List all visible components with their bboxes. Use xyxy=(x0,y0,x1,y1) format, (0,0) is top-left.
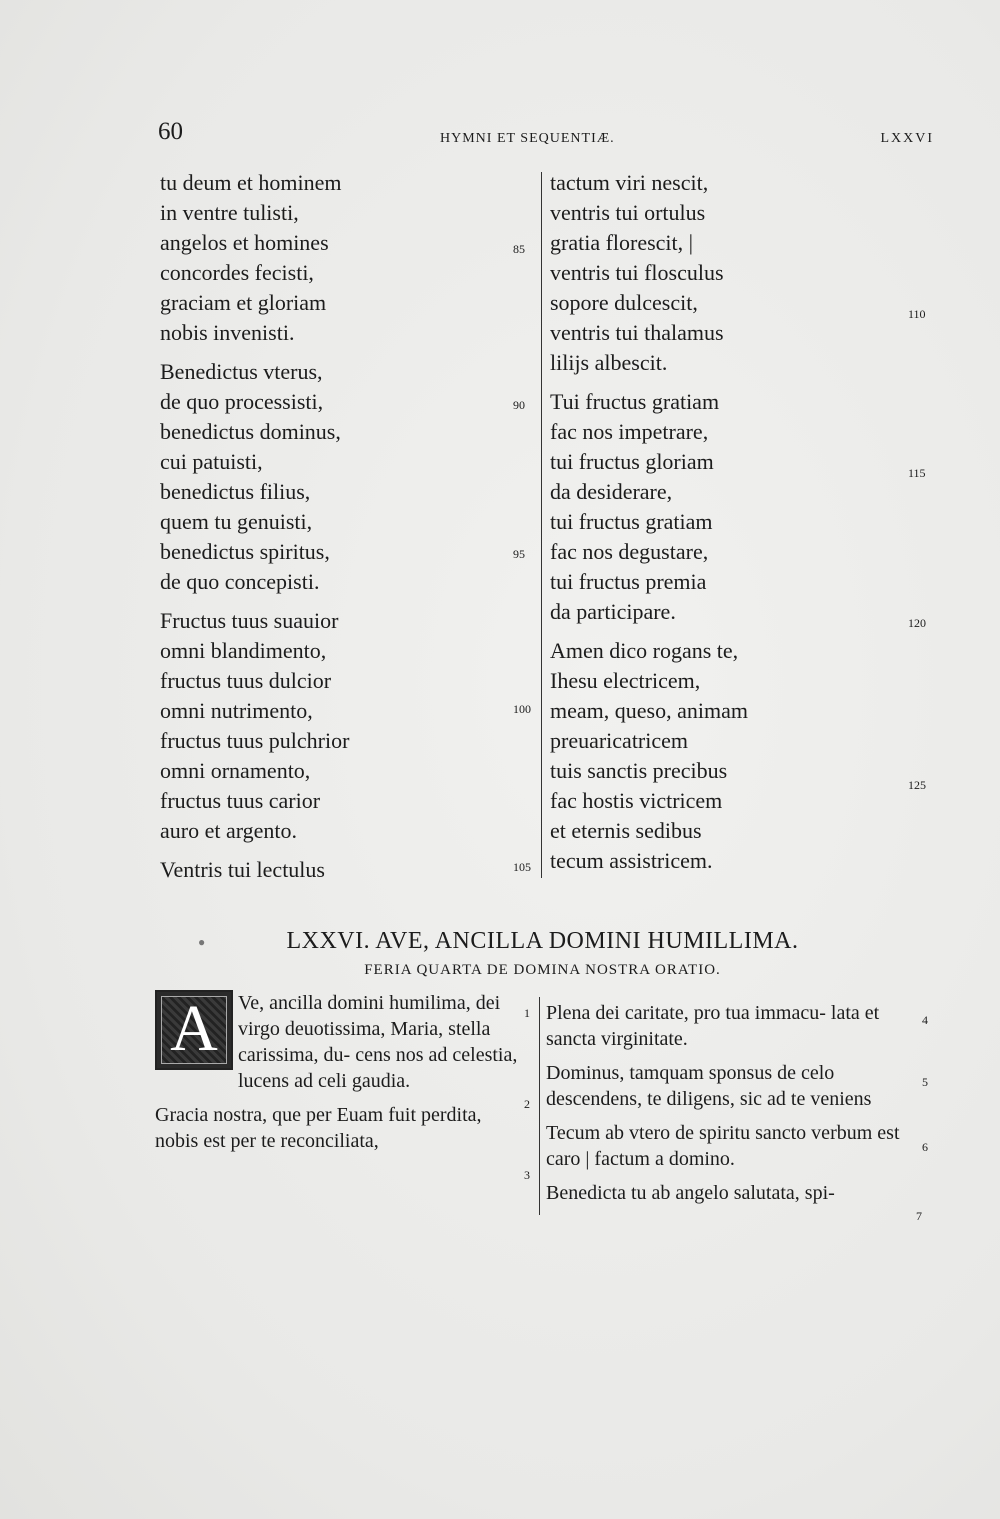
line-number: 120 xyxy=(908,616,926,630)
verse-line: fructus tuus pulchrior xyxy=(160,728,350,753)
paragraph-number: 7 xyxy=(916,1209,922,1223)
verse-line: benedictus filius, xyxy=(160,479,311,504)
verse-line: da desiderare, xyxy=(550,479,673,504)
column-rule xyxy=(539,997,540,1215)
verse-line: auro et argento. xyxy=(160,818,298,843)
column-rule xyxy=(541,172,542,878)
verse-line: fructus tuus carior xyxy=(160,788,321,813)
paragraph: Gracia nostra, que per Euam fuit perdita, nobis est per te reconciliata, xyxy=(155,1104,482,1152)
paragraph-number: 1 xyxy=(524,1006,530,1020)
verse-line: meam, queso, animam xyxy=(550,698,748,723)
paragraph: Dominus, tamquam sponsus de celo descendens, te diligens, sic ad te veniens xyxy=(546,1062,872,1110)
paragraph-number: 5 xyxy=(922,1075,928,1089)
verse-line: cui patuisti, xyxy=(160,449,263,474)
verse-line: ventris tui flosculus xyxy=(550,260,724,285)
verse-line: de quo concepisti. xyxy=(160,569,320,594)
verse-line: in ventre tulisti, xyxy=(160,200,299,225)
stanza-gap xyxy=(550,378,790,387)
verse-line: tu deum et hominem xyxy=(160,170,342,195)
verse-line: fac nos impetrare, xyxy=(550,419,709,444)
line-number: 90 xyxy=(513,398,525,412)
verse-line: Benedictus vterus, xyxy=(160,359,323,384)
stanza-gap xyxy=(160,597,540,606)
verse-line: fructus tuus dulcior xyxy=(160,668,332,693)
running-header xyxy=(158,118,938,148)
stanza-gap xyxy=(160,348,540,357)
verse-line: tecum assistricem. xyxy=(550,848,713,873)
paragraph xyxy=(155,990,521,1094)
line-number: 100 xyxy=(513,702,531,716)
verse-line: graciam et gloriam xyxy=(160,290,327,315)
running-title: HYMNI ET SEQUENTIÆ. xyxy=(440,131,615,146)
verse-line: de quo processisti, xyxy=(160,389,324,414)
paragraph: Tecum ab vtero de spiritu sancto verbum est caro | factum a domino. xyxy=(546,1122,900,1170)
verse-line: da participare. xyxy=(550,599,676,624)
verse-line: lilijs albescit. xyxy=(550,350,668,375)
verse-line: ventris tui ortulus xyxy=(550,200,706,225)
verse-line: benedictus dominus, xyxy=(160,419,341,444)
paragraph-text: Ve, ancilla domini humilima, dei virgo deuotissima, Maria, stella carissima, du- cens nos ad celestia, lucens ad celi gaudia. xyxy=(238,992,518,1092)
verse-line: angelos et homines xyxy=(160,230,329,255)
verse-line: gratia florescit, | xyxy=(550,230,694,255)
verse-line: sopore dulcescit, xyxy=(550,290,698,315)
verse-line: quem tu genuisti, xyxy=(160,509,313,534)
section-title: LXXVI. AVE, ANCILLA DOMINI HUMILLIMA. xyxy=(286,928,799,954)
paragraph: Benedicta tu ab angelo salutata, spi- xyxy=(546,1182,835,1204)
verse-line: tui fructus gratiam xyxy=(550,509,713,534)
bullet-mark: ● xyxy=(198,935,206,949)
paragraph-number: 2 xyxy=(524,1097,530,1111)
paragraph-number: 6 xyxy=(922,1140,928,1154)
verse-line: Fructus tuus suauior xyxy=(160,608,339,633)
verse-line: et eternis sedibus xyxy=(550,818,702,843)
line-number: 110 xyxy=(908,307,926,321)
verse-line: fac hostis victricem xyxy=(550,788,723,813)
line-number: 115 xyxy=(908,466,926,480)
line-number: 95 xyxy=(513,547,525,561)
section-number: LXXVI xyxy=(880,131,934,146)
verse-line: Ventris tui lectulus xyxy=(160,857,325,882)
verse-line: nobis invenisti. xyxy=(160,320,295,345)
verse-line: ventris tui thalamus xyxy=(550,320,724,345)
verse-line: concordes fecisti, xyxy=(160,260,314,285)
prose-right-column xyxy=(546,1000,931,1214)
paragraph-number: 4 xyxy=(922,1013,928,1027)
line-number: 125 xyxy=(908,778,926,792)
initial-letter: A xyxy=(170,992,218,1065)
verse-line: tui fructus premia xyxy=(550,569,707,594)
prose-left-column xyxy=(155,990,521,1162)
verse-line: Amen dico rogans te, xyxy=(550,638,739,663)
right-verse-column xyxy=(550,168,790,876)
verse-line: Ihesu electricem, xyxy=(550,668,701,693)
stanza-gap xyxy=(550,627,790,636)
verse-line: benedictus spiritus, xyxy=(160,539,330,564)
verse-line: tuis sanctis precibus xyxy=(550,758,728,783)
verse-line: omni nutrimento, xyxy=(160,698,313,723)
left-verse-column xyxy=(160,168,540,885)
stanza-gap xyxy=(160,846,540,855)
verse-line: omni ornamento, xyxy=(160,758,311,783)
verse-line: fac nos degustare, xyxy=(550,539,709,564)
page-number: 60 xyxy=(158,118,183,145)
verse-line: tui fructus gloriam xyxy=(550,449,714,474)
decorated-initial xyxy=(155,990,233,1070)
paragraph-number: 3 xyxy=(524,1168,530,1182)
verse-line: Tui fructus gratiam xyxy=(550,389,720,414)
line-number: 105 xyxy=(513,860,531,874)
verse-line: tactum viri nescit, xyxy=(550,170,709,195)
paragraph: Plena dei caritate, pro tua immacu- lata et sancta virginitate. xyxy=(546,1002,880,1050)
line-number: 85 xyxy=(513,242,525,256)
verse-line: preuaricatricem xyxy=(550,728,689,753)
verse-line: omni blandimento, xyxy=(160,638,327,663)
section-subtitle: FERIA QUARTA DE DOMINA NOSTRA ORATIO. xyxy=(364,962,721,978)
